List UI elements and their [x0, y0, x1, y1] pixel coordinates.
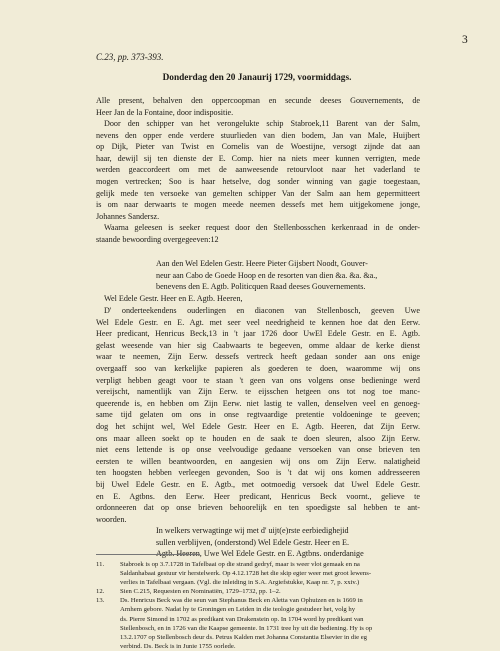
footnote-line: Stellenbosch, en in 1726 van die Kaapse gemeente. In 1731 tree hy uit die bediening. Hy is op	[120, 624, 373, 632]
text-line: mogen vertrecken; Soo is haar hetselve, dog sonder winning van gagie toegestaan,	[96, 176, 420, 186]
text-line: sullen verblijven, (onderstond) Wel Edele Gestr. Heer en E.	[156, 537, 350, 547]
text-line: eersten te willen beantwoorden, en aangesien wij ons om Zijn Eerw. nalatigheid	[96, 456, 420, 466]
text-line: is om naar derwaarts te mogen meede neemen dessefs met hem uitjgekomene jonge,	[96, 200, 420, 210]
text-line: neur aan Cabo de Goede Hoop en de resorten van dien &a. &a. &a.,	[156, 270, 378, 280]
footnote-line: Saldanhabaai gestuur vir herstelwerk. Op 4.12.1728 het die skip egter weer met groot lewens-	[120, 570, 372, 578]
paragraph-request-intro	[96, 222, 420, 245]
text-line: waar te neemen, Zijn Eerw. dessefs vertreck heeft gedaan sonder aan ons enige	[96, 352, 420, 362]
text-line: en E. Agtbns. den Eerw. Heer predicant, Henricus Beck voornt., gelieve te	[96, 491, 420, 501]
text-line: op Dijk, Pieter van Twist en Cornelis van de Woestijne, versogt zijnde dat aan	[96, 142, 420, 152]
text-line: D' onderteekendens ouderlingen en diaconen van Stellenbosch, geeven Uwe	[104, 306, 420, 315]
text-line: In welkers verwagtinge wij met d' uijt(e)rste eerbiedighejid	[156, 526, 349, 535]
text-line: vereijscht, namentlijk van Zijn Eerw. te eijsschen hetgeen ons tot nog toe manc-	[96, 387, 420, 397]
text-line: bij Uwel Edele Gestr. en E. Agtb., met ootmoedig versoek dat Uwel Edele Gestr.	[96, 479, 420, 489]
text-line: Alle present, behalven den oppercoopman en secunde deeses Gouvernements, de	[96, 96, 420, 105]
footnote-13	[96, 596, 420, 651]
text-line: gelast weesende van hier sig Caabwaarts te begeeven, omme aldaar de kerke dienst	[96, 340, 420, 350]
text-line: gelijk mede ten versoeke van gemelten schipper Van der Salm aan hem gepermitteert	[96, 188, 420, 198]
footnotes	[96, 560, 420, 651]
text-line: Aan den Wel Edelen Gestr. Heere Pieter Gijsbert Noodt, Gouver-	[156, 259, 368, 268]
text-line: queerende is, en hebben om Zijn Eerw. niet lastig te vallen, denselven veel en genoeg-	[96, 398, 420, 408]
text-line: Johannes Sandersz.	[96, 211, 160, 221]
footnote-line: 13.2.1707 op Stellenbosch deur ds. Petrus Kalden met Johanna Constantia Elsevier in die eg	[120, 633, 368, 641]
text-line: Door den schipper van het verongelukte schip Stabroek,11 Barent van der Salm,	[104, 119, 420, 128]
text-line: same tijd gelaten om ons in onse regtvaardige pretentie voldoeninge te geeven;	[96, 410, 420, 420]
text-line: woorden.	[96, 514, 127, 524]
footnote-line: verlies in Tafelbaai vergaan. (Vgl. die inleiding in S.A. Argiefstukke, Kaap nr. 7, p. xxiv.)	[120, 579, 360, 587]
text-line: nevens den opper ende verdere stuurlieden van dien bodem, Jan van Male, Huijbert	[96, 130, 420, 140]
text-line: overgaaff soo van kerkelijke papieren als goederen te doen, waaromme wij ons	[96, 363, 420, 373]
text-line: Wel Edele Gestr. en E. Agt. met seer veel needrigheid te kennen hoe dat den Eerw.	[96, 317, 420, 327]
paragraph-stabroek	[96, 118, 420, 222]
footnote-line: Arnhem gebore. Nadat hy te Groningen en Leiden in die teologie gestudeer het, volg hy	[120, 606, 356, 614]
text-line: benevens den E. Agtb. Politicquen Raad deeses Gouvernements.	[156, 282, 366, 292]
text-line: niet eens lettende is op onse veelvoudige gedaane versoeken van onse brieven ten	[96, 445, 420, 455]
section-heading: Donderdag den 20 Janaurij 1729, voormiddags.	[162, 73, 352, 83]
text-line: ten hoogsten hebben verleegen gevonden, Soo is 't dat wij ons komen addresseeren	[96, 468, 420, 478]
text-line: Waarna geleesen is seeker request door den Stellenbosschen kerkenraad in de onder-	[104, 223, 420, 232]
footnote-line: verbind. Ds. Beck is in Junie 1755 oorlede.	[120, 642, 236, 650]
footnote-line: Ds. Henricus Beck was die seun van Stephanus Beck en Aletta van Ophuizen en is 1669 in	[120, 597, 363, 605]
text-line: Heer predicant, Henricus Beck,13 in 't jaar 1726 door UwEl Edele Gestr. en E. Agtb.	[96, 329, 420, 339]
text-line: werden geaccordeert om met de aanweesende retourvloot naar het vaderland te	[96, 165, 420, 175]
footnote-rule	[96, 554, 200, 555]
footnote-number: 12.	[96, 588, 105, 596]
text-line: Heer Jan de la Fontaine, door indispositie.	[96, 107, 234, 117]
footnote-number: 11.	[96, 561, 105, 568]
text-line: staande bewoording overgegeeven:12	[96, 234, 219, 244]
text-line: Agtb. Heeren, Uwe Wel Edele Gestr. en E. Agtbns. onderdanige	[156, 549, 364, 559]
text-line: Wel Edele Gestr. Heer en E. Agtb. Heeren,	[104, 294, 243, 303]
source-reference: C.23, pp. 373-393.	[96, 52, 164, 62]
text-line: dog het schijnt wel, Wel Edele Gestr. Heer en E. Agtb. Heeren, dat Zijn Eerw.	[96, 421, 420, 431]
paragraph-attendance	[96, 95, 420, 118]
salutation	[96, 293, 420, 305]
footnote-line: Sien C.215, Requesten en Nominatiën, 1729–1732, pp. 1–2.	[120, 588, 281, 596]
text-line: ons maar alleen soekt op te houden en de saak te doen sleuren, alsoo Zijn Eerw.	[96, 433, 420, 443]
footnote-number: 13.	[96, 597, 105, 605]
text-line: verpligt hebben geagt voor te staan 't geen van ons volgens onse bedieninge werd	[96, 375, 420, 385]
text-line: ordonneeren dat op onse brieven behoorelijk en ten spoedigste sal hebben te ant-	[96, 503, 420, 513]
text-line: haar, dewijl sij ten dienste der E. Comp. hier na niets meer kunnen verrigten, mede	[96, 153, 420, 163]
footnote-line: ds. Pierre Simond in 1702 as predikant van Drakenstein op. In 1704 word hy predikant van	[120, 615, 364, 623]
address-block	[156, 258, 420, 293]
footnote-12	[96, 587, 420, 596]
page-number: 3	[462, 34, 468, 46]
paragraph-request-body	[96, 305, 420, 525]
footnote-line: Stabroek is op 3.7.1728 in Tafelbaai op die strand gedryf, maar is weer vlot gemaak en na	[120, 561, 360, 568]
footnote-11	[96, 560, 420, 587]
